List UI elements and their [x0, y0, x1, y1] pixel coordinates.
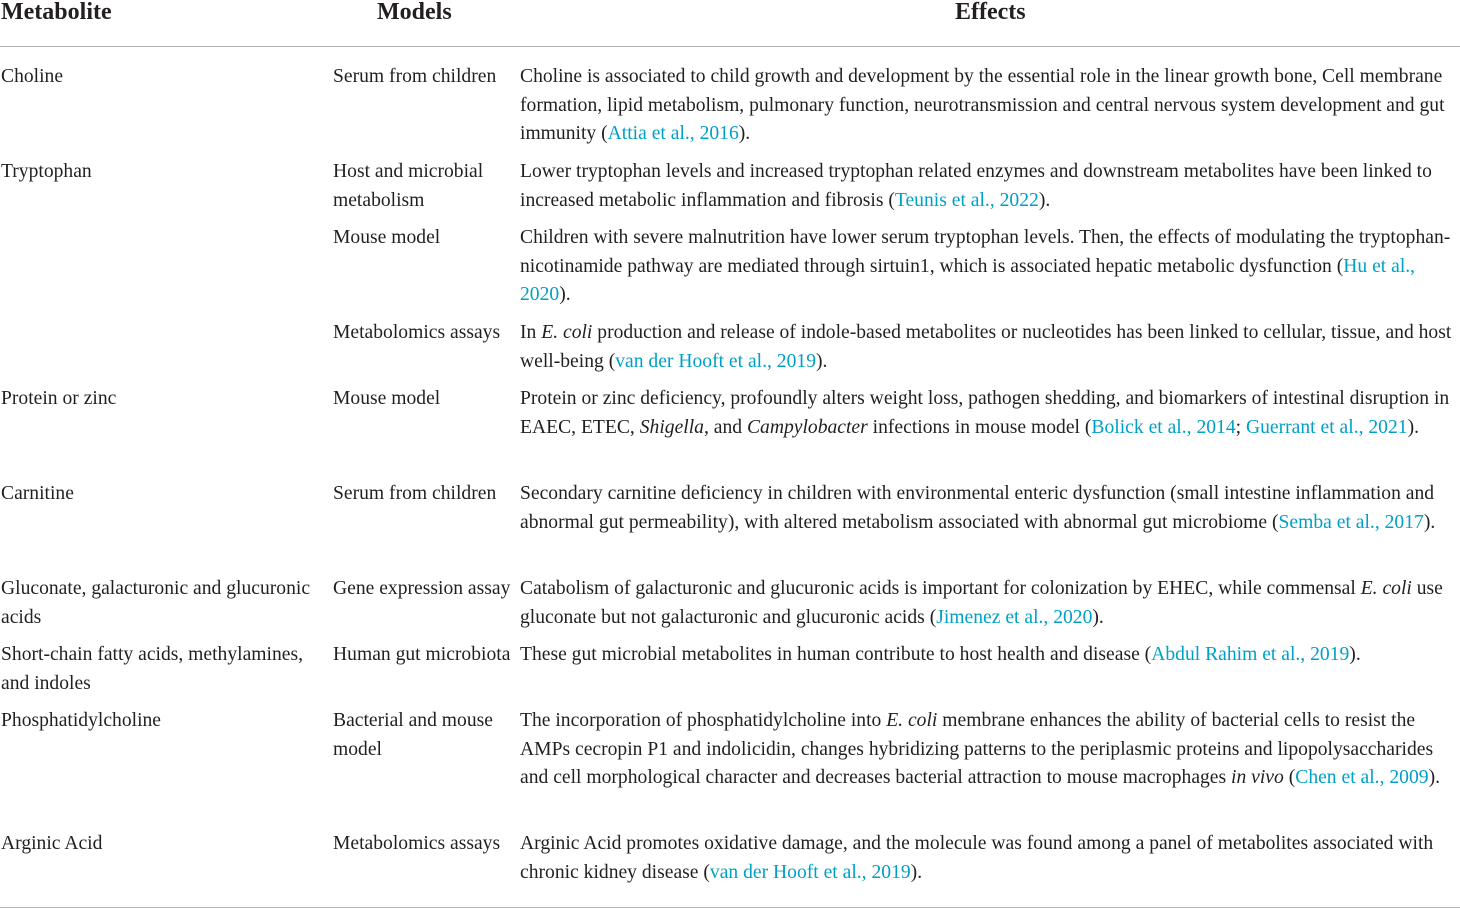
citation-link[interactable]: Semba et al., 2017: [1278, 511, 1424, 533]
effect-text: ).: [1349, 644, 1361, 665]
effect-text: ).: [1423, 511, 1436, 533]
citation-link[interactable]: Teunis et al., 2022: [894, 189, 1039, 211]
effect-text: ).: [1428, 767, 1441, 789]
italic-term: E. coli: [886, 710, 938, 731]
effect-text: ).: [1407, 416, 1420, 438]
effect-text: ).: [1092, 606, 1104, 628]
citation-link[interactable]: Guerrant et al., 2021: [1245, 416, 1408, 438]
effect-cell: [520, 707, 1460, 793]
model-cell: Mouse model: [333, 227, 441, 248]
citation-link[interactable]: Hu et al., 2020: [520, 255, 1416, 306]
effect-text: ).: [910, 861, 923, 883]
model-cell: Metabolomics assays: [333, 322, 501, 343]
citation-link[interactable]: van der Hooft et al., 2019: [709, 861, 911, 883]
citation-link[interactable]: Attia et al., 2016: [607, 123, 739, 145]
citation-link[interactable]: Jimenez et al., 2020: [936, 606, 1093, 628]
effect-cell: [520, 158, 1460, 215]
citation-link[interactable]: van der Hooft et al., 2019: [615, 350, 816, 372]
metabolite-cell: Choline: [1, 66, 64, 87]
metabolite-cell: Tryptophan: [1, 161, 92, 182]
italic-term: E. coli: [1360, 578, 1412, 599]
effect-text: Secondary carnitine deficiency in children with environmental enteric dysfunction (small intestine inflammation and abnormal gut permeability), with altered metabolism associated with abnormal gut microbiome (: [520, 483, 1435, 533]
italic-term: in vivo: [1231, 767, 1284, 789]
citation-link[interactable]: Abdul Rahim et al., 2019: [1151, 644, 1350, 665]
metabolite-cell: Gluconate, galacturonic and glucuronic acids: [1, 578, 311, 628]
italic-term: Campylobacter: [746, 416, 868, 438]
header-rule: [0, 46, 1460, 47]
metabolite-cell: Phosphatidylcholine: [1, 710, 162, 731]
effect-cell: [520, 63, 1460, 149]
effect-text: ).: [559, 284, 571, 306]
citation-link[interactable]: Chen et al., 2009: [1295, 767, 1429, 789]
model-cell: Serum from children: [333, 483, 497, 504]
column-header-models: Models: [377, 0, 452, 25]
model-cell: Mouse model: [333, 388, 441, 409]
model-cell: Serum from children: [333, 66, 497, 87]
model-cell: Host and microbial metabolism: [333, 161, 484, 211]
table-header-row: [0, 0, 1460, 46]
effect-text: Lower tryptophan levels and increased tryptophan related enzymes and downstream metabolites have been linked to increased metabolic inflammation and fibrosis (: [520, 161, 1432, 211]
metabolite-cell: Arginic Acid: [1, 833, 103, 854]
model-cell: Gene expression assay: [333, 578, 511, 599]
effect-text: Catabolism of galacturonic and glucuronic acids is important for colonization by EHEC, while commensal: [520, 578, 1361, 599]
effect-text: ).: [738, 123, 751, 145]
effect-text: ).: [1038, 189, 1051, 211]
effect-cell: [520, 224, 1460, 310]
italic-term: Shigella: [639, 416, 704, 438]
model-cell: Metabolomics assays: [333, 833, 501, 854]
effect-text: ;: [1235, 416, 1246, 438]
effect-text: , and: [703, 416, 747, 438]
effect-text: In: [520, 322, 542, 343]
effect-cell: [520, 575, 1460, 632]
effect-text: ).: [816, 350, 828, 372]
effect-text: Choline is associated to child growth and development by the essential role in the linear growth bone, Cell membrane formation, lipid metabolism, pulmonary function, neurotransmission and central nervous system development and gut immunity (: [520, 66, 1445, 145]
effect-cell: [520, 830, 1460, 887]
effect-cell: [520, 641, 1460, 670]
metabolite-cell: Short-chain fatty acids, methylamines, and indoles: [1, 644, 303, 694]
effect-text: Children with severe malnutrition have lower serum tryptophan levels. Then, the effects of modulating the tryptophan-nicotinamide pathway are mediated through sirtuin1, which is associated hepatic metabolic dysfunction (: [520, 227, 1451, 277]
model-cell: Bacterial and mouse model: [333, 710, 493, 760]
effect-cell: [520, 385, 1460, 442]
column-header-effects: Effects: [955, 0, 1026, 25]
effect-text: The incorporation of phosphatidylcholine into: [520, 710, 887, 731]
effect-text: use gluconate but not galacturonic and glucuronic acids (: [520, 578, 1443, 628]
effect-text: Protein or zinc deficiency, profoundly alters weight loss, pathogen shedding, and biomarkers of intestinal disruption in EAEC, ETEC,: [520, 388, 1450, 438]
effect-text: infections in mouse model (: [867, 416, 1092, 438]
italic-term: E. coli: [541, 322, 593, 343]
metabolite-cell: Protein or zinc: [1, 388, 117, 409]
effect-cell: [520, 319, 1460, 376]
effect-text: Arginic Acid promotes oxidative damage, and the molecule was found among a panel of metabolites associated with chronic kidney disease (: [520, 833, 1434, 883]
effect-cell: [520, 480, 1460, 537]
citation-link[interactable]: Bolick et al., 2014: [1091, 416, 1236, 438]
effect-text: membrane enhances the ability of bacterial cells to resist the AMPs cecropin P1 and indolicidin, changes hybridizing patterns to the periplasmic proteins and lipopolysaccharides and cell morphological character and decreases bacterial attraction to mouse macrophages: [520, 710, 1434, 789]
effect-text: These gut microbial metabolites in human contribute to host health and disease (: [520, 644, 1152, 665]
column-header-metabolite: Metabolite: [1, 0, 112, 25]
bottom-rule: [0, 907, 1460, 908]
effect-text: (: [1283, 767, 1296, 789]
model-cell: Human gut microbiota: [333, 644, 511, 665]
metabolite-cell: Carnitine: [1, 483, 74, 504]
effect-text: production and release of indole-based metabolites or nucleotides has been linked to cellular, tissue, and host well-being (: [520, 322, 1452, 372]
